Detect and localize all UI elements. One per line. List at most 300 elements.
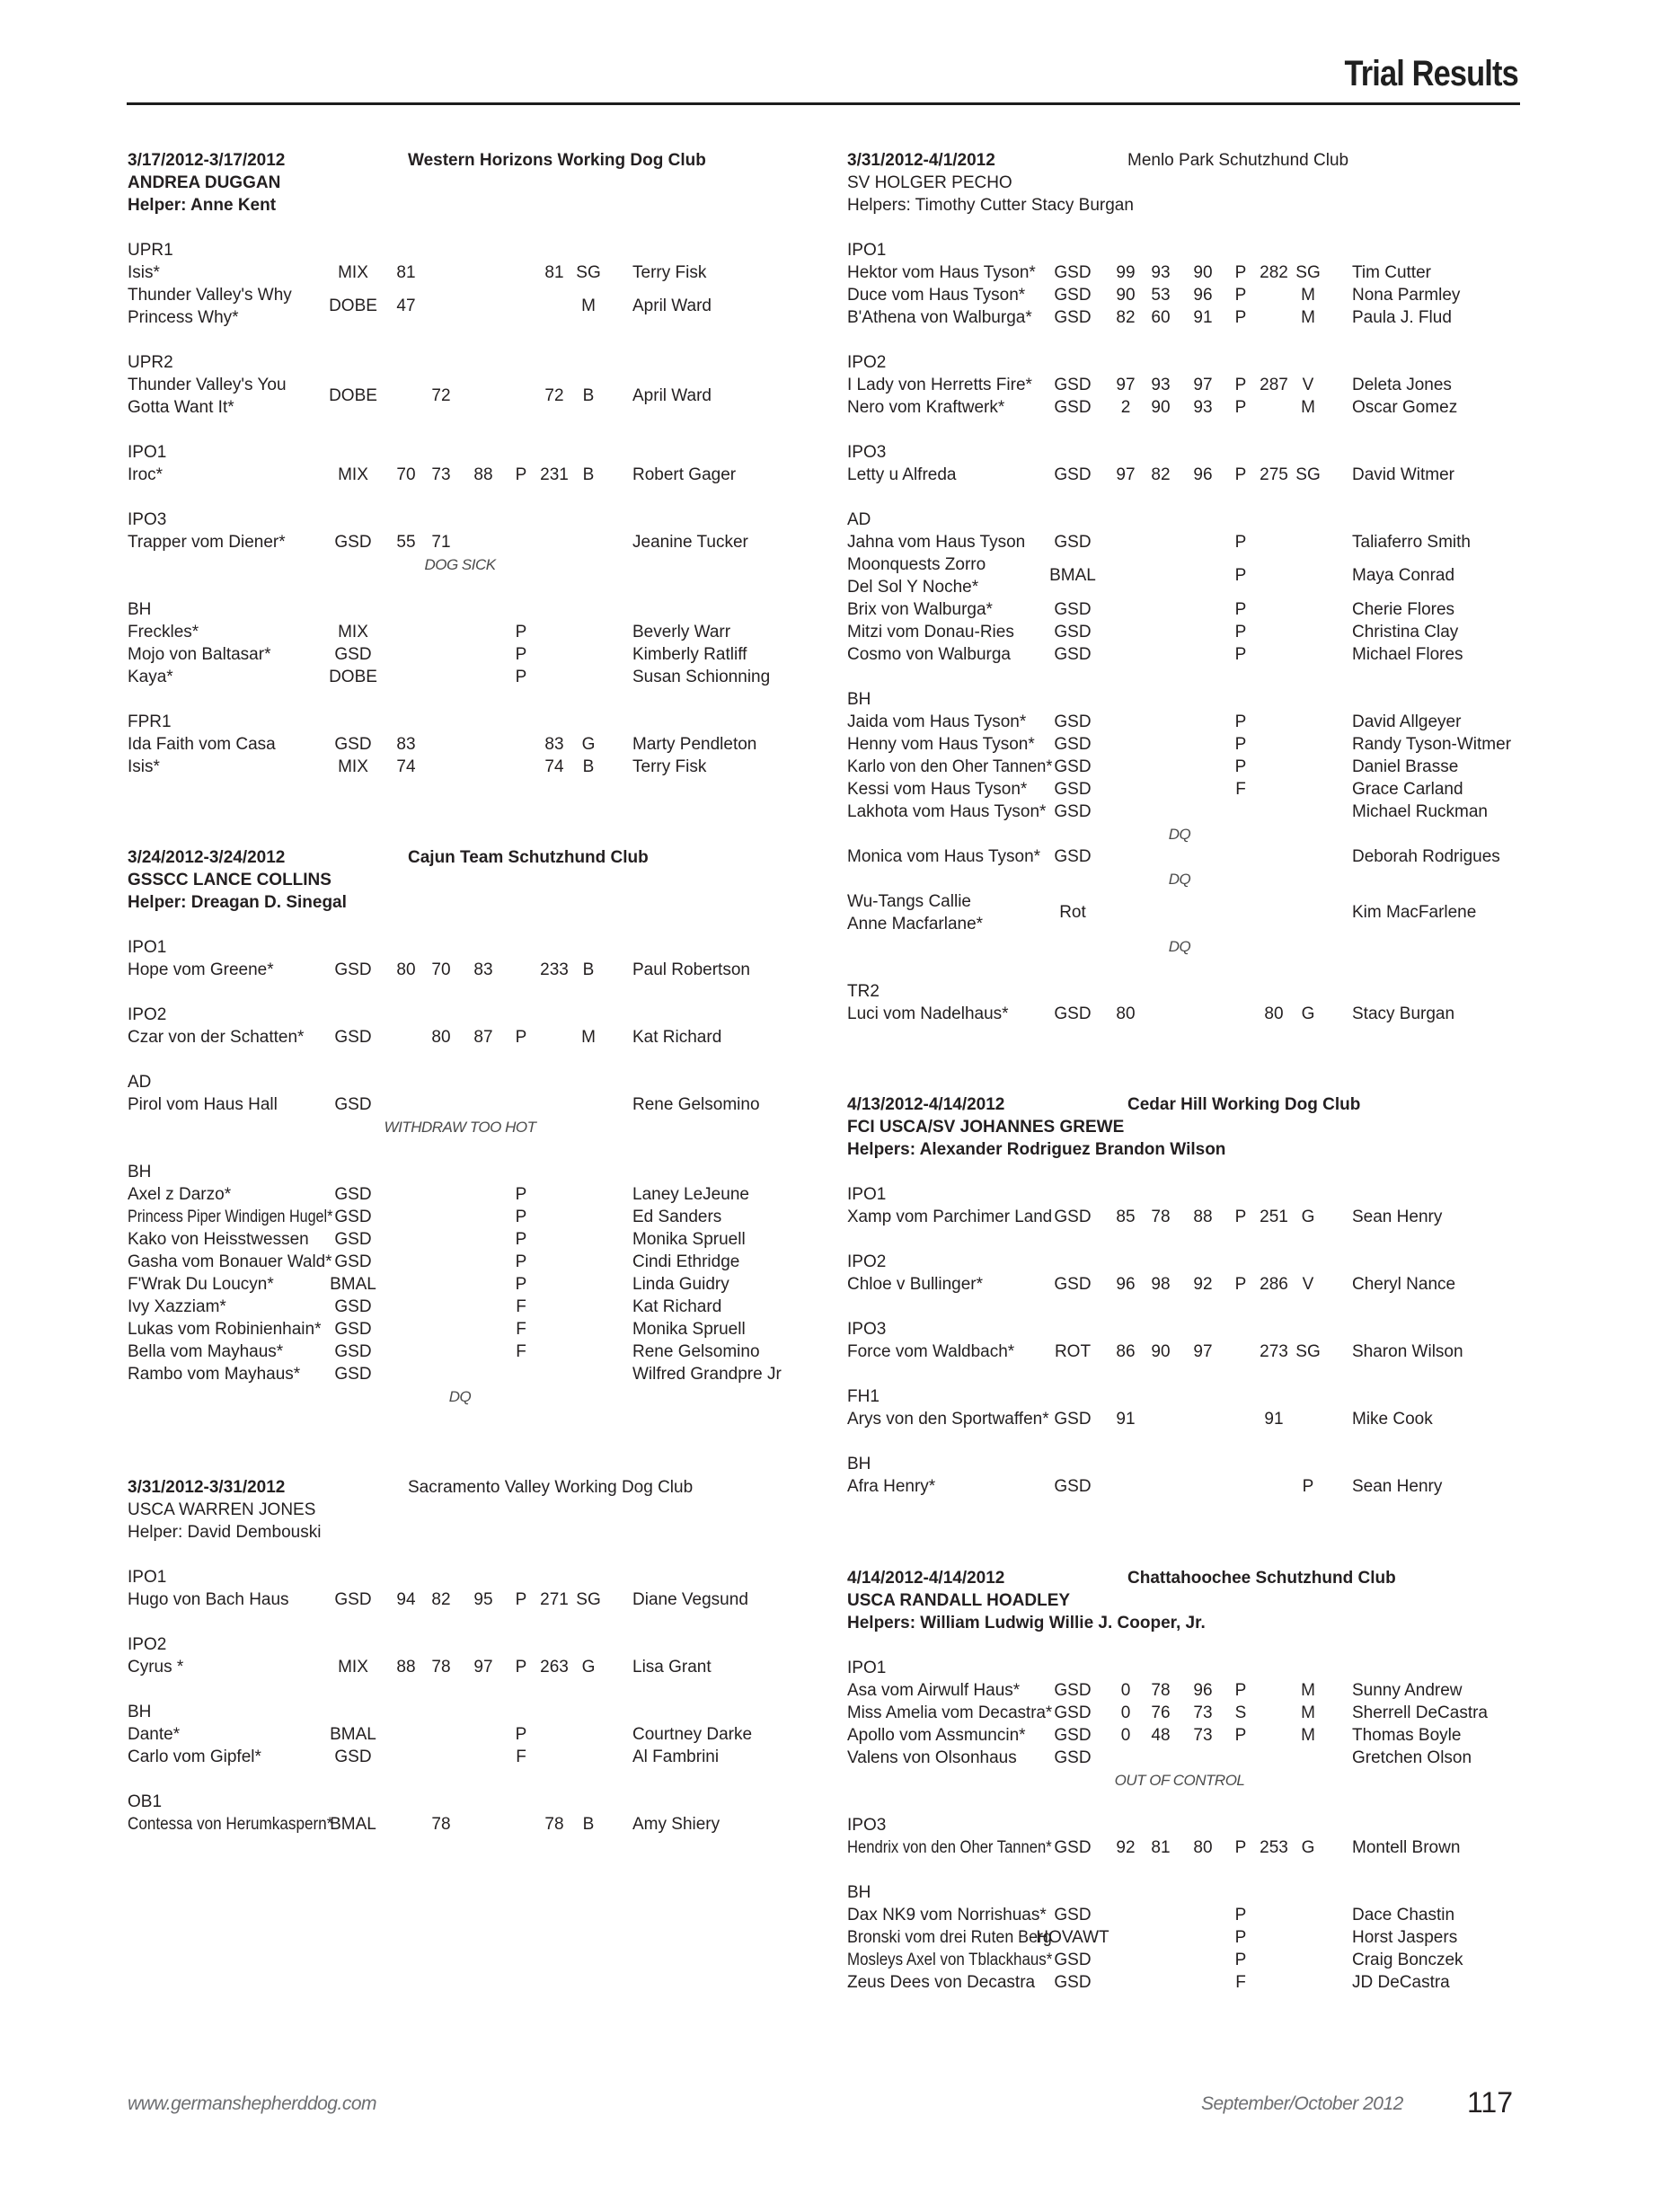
handler-name: Maya Conrad bbox=[1352, 566, 1455, 585]
dog-name-line: Miss Amelia vom Decastra* bbox=[847, 1703, 1053, 1722]
result-note-text: DQ bbox=[1168, 826, 1191, 843]
pass-fail: P bbox=[1234, 1726, 1247, 1745]
score-protection: 97 bbox=[1193, 376, 1213, 394]
dog-name-line: Jaida vom Haus Tyson* bbox=[847, 712, 1027, 731]
class-label: AD bbox=[847, 510, 871, 529]
rating: V bbox=[1302, 376, 1314, 394]
rating: G bbox=[581, 735, 596, 754]
class-label: IPO1 bbox=[847, 241, 887, 260]
entry-row bbox=[128, 621, 846, 643]
trial-header-line bbox=[847, 1567, 1566, 1589]
result-note-text: DQ bbox=[1168, 938, 1191, 955]
dog-name-line: Mosleys Axel von Tblackhaus* bbox=[847, 1951, 1053, 1969]
dog-name-line: Jahna vom Haus Tyson bbox=[847, 533, 1026, 552]
handler-name: Deleta Jones bbox=[1352, 376, 1452, 394]
pass-fail: P bbox=[1234, 1275, 1247, 1294]
dog-name bbox=[128, 1183, 332, 1206]
total-score: 72 bbox=[544, 386, 564, 405]
breed: GSD bbox=[334, 960, 372, 979]
score-obedience: 78 bbox=[431, 1658, 451, 1677]
helpers-line bbox=[847, 194, 1566, 217]
class-block bbox=[128, 1791, 846, 1836]
score-obedience: 60 bbox=[1151, 308, 1171, 327]
dog-name-line: Thunder Valley's You bbox=[128, 376, 287, 394]
breed: GSD bbox=[1054, 1477, 1092, 1496]
dog-name-line: Bella vom Mayhaus* bbox=[128, 1342, 284, 1361]
pass-fail: F bbox=[1235, 780, 1246, 799]
class-block bbox=[847, 441, 1566, 486]
entry-row bbox=[847, 756, 1566, 778]
pass-fail: F bbox=[1235, 1973, 1246, 1992]
handler-name: Tim Cutter bbox=[1352, 263, 1431, 282]
breed: BMAL bbox=[330, 1725, 376, 1744]
pass-fail: P bbox=[1234, 533, 1247, 552]
dog-name-line: Axel z Darzo* bbox=[128, 1185, 232, 1204]
handler-name: David Allgeyer bbox=[1352, 712, 1462, 731]
club-name: Cajun Team Schutzhund Club bbox=[408, 848, 649, 867]
handler-name: Montell Brown bbox=[1352, 1838, 1461, 1857]
total-score: 273 bbox=[1260, 1342, 1288, 1361]
handler-name: Taliaferro Smith bbox=[1352, 533, 1471, 552]
breed: GSD bbox=[334, 1747, 372, 1766]
breed: GSD bbox=[1054, 1748, 1092, 1767]
dog-name bbox=[128, 733, 332, 756]
score-protection: 83 bbox=[473, 960, 493, 979]
dog-name bbox=[128, 1813, 332, 1836]
trial-header-line bbox=[128, 149, 846, 172]
score-tracking: 88 bbox=[396, 1658, 416, 1677]
class-block bbox=[128, 936, 846, 981]
pass-fail: P bbox=[515, 1230, 527, 1249]
score-tracking: 0 bbox=[1120, 1726, 1131, 1745]
dog-name-line: Gotta Want It* bbox=[128, 398, 234, 417]
entry-row bbox=[847, 261, 1566, 284]
handler-name: Amy Shiery bbox=[632, 1815, 720, 1834]
dog-name bbox=[847, 801, 1052, 823]
rating: SG bbox=[1295, 263, 1321, 282]
helpers: Helpers: Alexander Rodriguez Brandon Wilson bbox=[847, 1140, 1226, 1159]
entry-row bbox=[847, 1003, 1566, 1025]
handler-name: Susan Schionning bbox=[632, 668, 771, 686]
dog-name bbox=[128, 1206, 332, 1228]
breed: GSD bbox=[1054, 1973, 1092, 1992]
entry-row bbox=[847, 1926, 1566, 1949]
score-obedience: 80 bbox=[431, 1028, 451, 1047]
class-block bbox=[128, 598, 846, 688]
trial-header-line bbox=[847, 149, 1566, 172]
pass-fail: S bbox=[1234, 1703, 1247, 1722]
trial-section bbox=[847, 1567, 1566, 1994]
handler-name: Sunny Andrew bbox=[1352, 1681, 1463, 1700]
judge-name: ANDREA DUGGAN bbox=[128, 173, 281, 192]
dog-name-line: Hope vom Greene* bbox=[128, 960, 274, 979]
dog-name bbox=[847, 464, 1052, 486]
rating: M bbox=[581, 296, 596, 315]
class-block bbox=[128, 351, 846, 419]
dog-name bbox=[128, 284, 332, 329]
entry-row bbox=[847, 1724, 1566, 1747]
judge-name: FCI USCA/SV JOHANNES GREWE bbox=[847, 1118, 1125, 1137]
total-score: 271 bbox=[540, 1590, 569, 1609]
breed: GSD bbox=[1054, 1681, 1092, 1700]
class-label: IPO3 bbox=[847, 1816, 887, 1835]
judge-line bbox=[128, 172, 846, 194]
class-label: IPO1 bbox=[847, 1185, 887, 1204]
dog-name bbox=[847, 1904, 1052, 1926]
handler-name: Terry Fisk bbox=[632, 757, 707, 776]
class-block bbox=[847, 1318, 1566, 1363]
total-score: 78 bbox=[544, 1815, 564, 1834]
breed: GSD bbox=[1054, 1951, 1092, 1969]
entry-row bbox=[847, 733, 1566, 756]
class-label: IPO1 bbox=[128, 1568, 167, 1587]
entry-row bbox=[847, 1904, 1566, 1926]
score-obedience: 78 bbox=[1151, 1208, 1171, 1226]
score-tracking: 99 bbox=[1116, 263, 1136, 282]
entry-row bbox=[128, 1296, 846, 1318]
judge-line bbox=[847, 172, 1566, 194]
breed: GSD bbox=[1054, 376, 1092, 394]
breed: GSD bbox=[334, 1185, 372, 1204]
trial-dates: 4/14/2012-4/14/2012 bbox=[847, 1569, 1005, 1588]
breed: GSD bbox=[334, 533, 372, 552]
rating: M bbox=[1301, 1703, 1315, 1722]
handler-name: Sherrell DeCastra bbox=[1352, 1703, 1488, 1722]
pass-fail: P bbox=[1234, 286, 1247, 305]
class-label: IPO1 bbox=[847, 1659, 887, 1677]
dog-name bbox=[128, 1363, 332, 1385]
dog-name-line: Freckles* bbox=[128, 623, 199, 641]
class-block bbox=[847, 688, 1566, 958]
breed: GSD bbox=[1054, 1275, 1092, 1294]
handler-name: April Ward bbox=[632, 296, 712, 315]
entry-row bbox=[128, 1183, 846, 1206]
breed: GSD bbox=[334, 1297, 372, 1316]
handler-name: Courtney Darke bbox=[632, 1725, 753, 1744]
score-protection: 97 bbox=[473, 1658, 493, 1677]
class-label: IPO1 bbox=[128, 443, 167, 462]
total-score: 80 bbox=[1264, 1004, 1284, 1023]
dog-name bbox=[847, 1679, 1052, 1702]
handler-name: Mike Cook bbox=[1352, 1410, 1433, 1429]
entry-row bbox=[847, 778, 1566, 801]
handler-name: Grace Carland bbox=[1352, 780, 1463, 799]
dog-name bbox=[847, 711, 1052, 733]
helpers: Helper: Dreagan D. Sinegal bbox=[128, 893, 347, 912]
judge-line bbox=[847, 1589, 1566, 1612]
breed: GSD bbox=[1054, 1726, 1092, 1745]
result-note-text: OUT OF CONTROL bbox=[1114, 1772, 1245, 1789]
dog-name-line: Mojo von Baltasar* bbox=[128, 645, 271, 664]
breed: GSD bbox=[334, 1320, 372, 1339]
handler-name: Nona Parmley bbox=[1352, 286, 1461, 305]
dog-name bbox=[128, 1251, 332, 1273]
class-block bbox=[847, 1453, 1566, 1498]
dog-name bbox=[847, 890, 1052, 935]
pass-fail: P bbox=[515, 645, 527, 664]
score-protection: 97 bbox=[1193, 1342, 1213, 1361]
score-obedience: 78 bbox=[1151, 1681, 1171, 1700]
rating: G bbox=[1301, 1208, 1315, 1226]
page-number: 117 bbox=[1467, 2086, 1514, 2119]
score-obedience: 70 bbox=[431, 960, 451, 979]
page-title: Trial Results bbox=[1344, 54, 1518, 93]
dog-name-line: Brix von Walburga* bbox=[847, 600, 993, 619]
dog-name-line: Rambo vom Mayhaus* bbox=[128, 1365, 301, 1384]
entry-row bbox=[128, 374, 846, 419]
handler-name: Gretchen Olson bbox=[1352, 1748, 1472, 1767]
result-note bbox=[128, 1385, 846, 1408]
score-obedience: 72 bbox=[431, 386, 451, 405]
total-score: 275 bbox=[1260, 465, 1288, 484]
handler-name: Al Fambrini bbox=[632, 1747, 720, 1766]
entry-row bbox=[847, 1273, 1566, 1296]
score-tracking: 0 bbox=[1120, 1703, 1131, 1722]
score-tracking: 91 bbox=[1116, 1410, 1136, 1429]
breed: GSD bbox=[1054, 735, 1092, 754]
judge-line bbox=[847, 1116, 1566, 1138]
dog-name bbox=[128, 531, 332, 553]
breed: GSD bbox=[1054, 847, 1092, 866]
score-protection: 88 bbox=[1193, 1208, 1213, 1226]
handler-name: Michael Flores bbox=[1352, 645, 1463, 664]
score-protection: 73 bbox=[1193, 1726, 1213, 1745]
dog-name bbox=[847, 1836, 1052, 1859]
dog-name bbox=[128, 643, 332, 666]
score-tracking: 70 bbox=[396, 465, 416, 484]
dog-name bbox=[847, 1724, 1052, 1747]
result-note-text: DQ bbox=[1168, 871, 1191, 888]
handler-name: Wilfred Grandpre Jr bbox=[632, 1365, 782, 1384]
total-score: 81 bbox=[544, 263, 564, 282]
entry-row bbox=[128, 1588, 846, 1611]
score-tracking: 74 bbox=[396, 757, 416, 776]
entry-row bbox=[847, 553, 1566, 598]
helpers-line bbox=[128, 1521, 846, 1544]
handler-name: Stacy Burgan bbox=[1352, 1004, 1455, 1023]
dog-name-line: Isis* bbox=[128, 263, 160, 282]
pass-fail: P bbox=[1234, 757, 1247, 776]
entry-row bbox=[128, 1251, 846, 1273]
handler-name: Randy Tyson-Witmer bbox=[1352, 735, 1512, 754]
trial-header-line bbox=[128, 1476, 846, 1499]
breed: GSD bbox=[1054, 286, 1092, 305]
breed: GSD bbox=[1054, 533, 1092, 552]
breed: GSD bbox=[1054, 308, 1092, 327]
entry-row bbox=[128, 1093, 846, 1116]
class-block bbox=[128, 509, 846, 576]
score-tracking: 82 bbox=[1116, 308, 1136, 327]
class-block bbox=[847, 509, 1566, 666]
breed: MIX bbox=[338, 757, 368, 776]
dog-name bbox=[128, 756, 332, 778]
class-block bbox=[847, 351, 1566, 419]
class-block bbox=[128, 239, 846, 329]
entry-row bbox=[128, 261, 846, 284]
dog-name bbox=[847, 1273, 1052, 1296]
breed: BMAL bbox=[330, 1815, 376, 1834]
entry-row bbox=[128, 1723, 846, 1746]
handler-name: Ed Sanders bbox=[632, 1208, 722, 1226]
entry-row bbox=[847, 845, 1566, 868]
pass-fail: P bbox=[515, 465, 527, 484]
pass-fail: P bbox=[1234, 735, 1247, 754]
trial-section bbox=[847, 149, 1566, 1025]
breed: GSD bbox=[334, 1230, 372, 1249]
judge-line bbox=[128, 1499, 846, 1521]
pass-fail: P bbox=[1234, 308, 1247, 327]
class-label: BH bbox=[847, 1455, 871, 1473]
dog-name bbox=[847, 1926, 1052, 1949]
pass-fail: P bbox=[1234, 465, 1247, 484]
trial-dates: 3/17/2012-3/17/2012 bbox=[128, 151, 286, 170]
dog-name bbox=[128, 1340, 332, 1363]
class-block bbox=[847, 239, 1566, 329]
club-name: Menlo Park Schutzhund Club bbox=[1127, 151, 1349, 170]
dog-name bbox=[847, 306, 1052, 329]
entry-row bbox=[128, 959, 846, 981]
entry-row bbox=[128, 1363, 846, 1385]
class-label: FPR1 bbox=[128, 712, 172, 731]
dog-name bbox=[847, 756, 1052, 778]
dog-name bbox=[847, 396, 1052, 419]
pass-fail: P bbox=[515, 1725, 527, 1744]
handler-name: Robert Gager bbox=[632, 465, 737, 484]
trial-section bbox=[128, 1476, 846, 1836]
result-note bbox=[847, 935, 1566, 958]
dog-name bbox=[847, 598, 1052, 621]
total-score: 263 bbox=[540, 1658, 569, 1677]
rating: G bbox=[1301, 1004, 1315, 1023]
score-obedience: 71 bbox=[431, 533, 451, 552]
class-block bbox=[128, 1161, 846, 1408]
breed: GSD bbox=[1054, 398, 1092, 417]
entry-row bbox=[128, 666, 846, 688]
score-protection: 93 bbox=[1193, 398, 1213, 417]
handler-name: Thomas Boyle bbox=[1352, 1726, 1462, 1745]
class-label: BH bbox=[847, 1883, 871, 1902]
trial-dates: 3/24/2012-3/24/2012 bbox=[128, 848, 286, 867]
breed: DOBE bbox=[329, 386, 377, 405]
handler-name: Cheryl Nance bbox=[1352, 1275, 1456, 1294]
rating: V bbox=[1302, 1275, 1314, 1294]
class-label: IPO2 bbox=[847, 1252, 887, 1271]
total-score: 251 bbox=[1260, 1208, 1288, 1226]
breed: GSD bbox=[334, 1208, 372, 1226]
class-block bbox=[847, 1657, 1566, 1792]
trial-section bbox=[128, 149, 846, 778]
handler-name: Marty Pendleton bbox=[632, 735, 757, 754]
class-label: BH bbox=[128, 600, 152, 619]
entry-row bbox=[128, 1746, 846, 1768]
dog-name bbox=[847, 374, 1052, 396]
handler-name: Linda Guidry bbox=[632, 1275, 729, 1294]
score-obedience: 78 bbox=[431, 1815, 451, 1834]
breed: GSD bbox=[1054, 802, 1092, 821]
score-tracking: 85 bbox=[1116, 1208, 1136, 1226]
score-tracking: 97 bbox=[1116, 376, 1136, 394]
trial-dates: 3/31/2012-4/1/2012 bbox=[847, 151, 995, 170]
rating: P bbox=[1302, 1477, 1314, 1496]
score-tracking: 92 bbox=[1116, 1838, 1136, 1857]
dog-name bbox=[128, 1228, 332, 1251]
class-block bbox=[128, 1004, 846, 1048]
score-tracking: 96 bbox=[1116, 1275, 1136, 1294]
pass-fail: P bbox=[1234, 398, 1247, 417]
score-tracking: 94 bbox=[396, 1590, 416, 1609]
entry-row bbox=[847, 396, 1566, 419]
breed: GSD bbox=[1054, 1004, 1092, 1023]
class-label: FH1 bbox=[847, 1387, 880, 1406]
class-label: BH bbox=[847, 690, 871, 709]
club-name: Chattahoochee Schutzhund Club bbox=[1127, 1569, 1396, 1588]
dog-name bbox=[847, 1340, 1052, 1363]
handler-name: Kim MacFarlene bbox=[1352, 903, 1477, 922]
dog-name-line: Wu-Tangs Callie bbox=[847, 892, 971, 911]
score-obedience: 48 bbox=[1151, 1726, 1171, 1745]
rating: B bbox=[582, 757, 595, 776]
breed: GSD bbox=[1054, 757, 1092, 776]
rating: G bbox=[1301, 1838, 1315, 1857]
entry-row bbox=[847, 598, 1566, 621]
entry-row bbox=[128, 756, 846, 778]
class-label: IPO1 bbox=[128, 938, 167, 957]
class-block bbox=[128, 1071, 846, 1138]
class-label: IPO3 bbox=[128, 510, 167, 529]
score-obedience: 53 bbox=[1151, 286, 1171, 305]
pass-fail: P bbox=[1234, 1906, 1247, 1924]
entry-row bbox=[847, 801, 1566, 823]
class-label: OB1 bbox=[128, 1792, 163, 1811]
dog-name bbox=[128, 1656, 332, 1678]
class-block bbox=[128, 441, 846, 486]
dog-name bbox=[847, 1408, 1052, 1430]
handler-name: Cindi Ethridge bbox=[632, 1252, 740, 1271]
breed: MIX bbox=[338, 623, 368, 641]
handler-name: Horst Jaspers bbox=[1352, 1928, 1458, 1947]
dog-name-line: Monica vom Haus Tyson* bbox=[847, 847, 1041, 866]
handler-name: Diane Vegsund bbox=[632, 1590, 748, 1609]
dog-name-line: Valens von Olsonhaus bbox=[847, 1748, 1017, 1767]
helpers-line bbox=[847, 1612, 1566, 1634]
handler-name: Terry Fisk bbox=[632, 263, 707, 282]
score-tracking: 2 bbox=[1120, 398, 1131, 417]
score-protection: 92 bbox=[1193, 1275, 1213, 1294]
dog-name bbox=[128, 374, 332, 419]
pass-fail: P bbox=[1234, 645, 1247, 664]
result-note bbox=[847, 823, 1566, 845]
rating: M bbox=[1301, 1681, 1315, 1700]
helpers: Helpers: Timothy Cutter Stacy Burgan bbox=[847, 196, 1134, 215]
class-block bbox=[847, 980, 1566, 1025]
pass-fail: P bbox=[1234, 1208, 1247, 1226]
class-block bbox=[847, 1881, 1566, 1994]
class-block bbox=[128, 1701, 846, 1768]
handler-name: Craig Bonczek bbox=[1352, 1951, 1463, 1969]
breed: GSD bbox=[1054, 465, 1092, 484]
entry-row bbox=[847, 1836, 1566, 1859]
breed: GSD bbox=[1054, 1208, 1092, 1226]
handler-name: Monika Spruell bbox=[632, 1230, 746, 1249]
dog-name bbox=[128, 959, 332, 981]
rating: B bbox=[582, 386, 595, 405]
handler-name: Cherie Flores bbox=[1352, 600, 1455, 619]
score-obedience: 73 bbox=[431, 465, 451, 484]
entry-row bbox=[847, 1475, 1566, 1498]
pass-fail: P bbox=[1234, 623, 1247, 641]
helpers: Helper: Anne Kent bbox=[128, 196, 277, 215]
dog-name-line: Asa vom Airwulf Haus* bbox=[847, 1681, 1021, 1700]
